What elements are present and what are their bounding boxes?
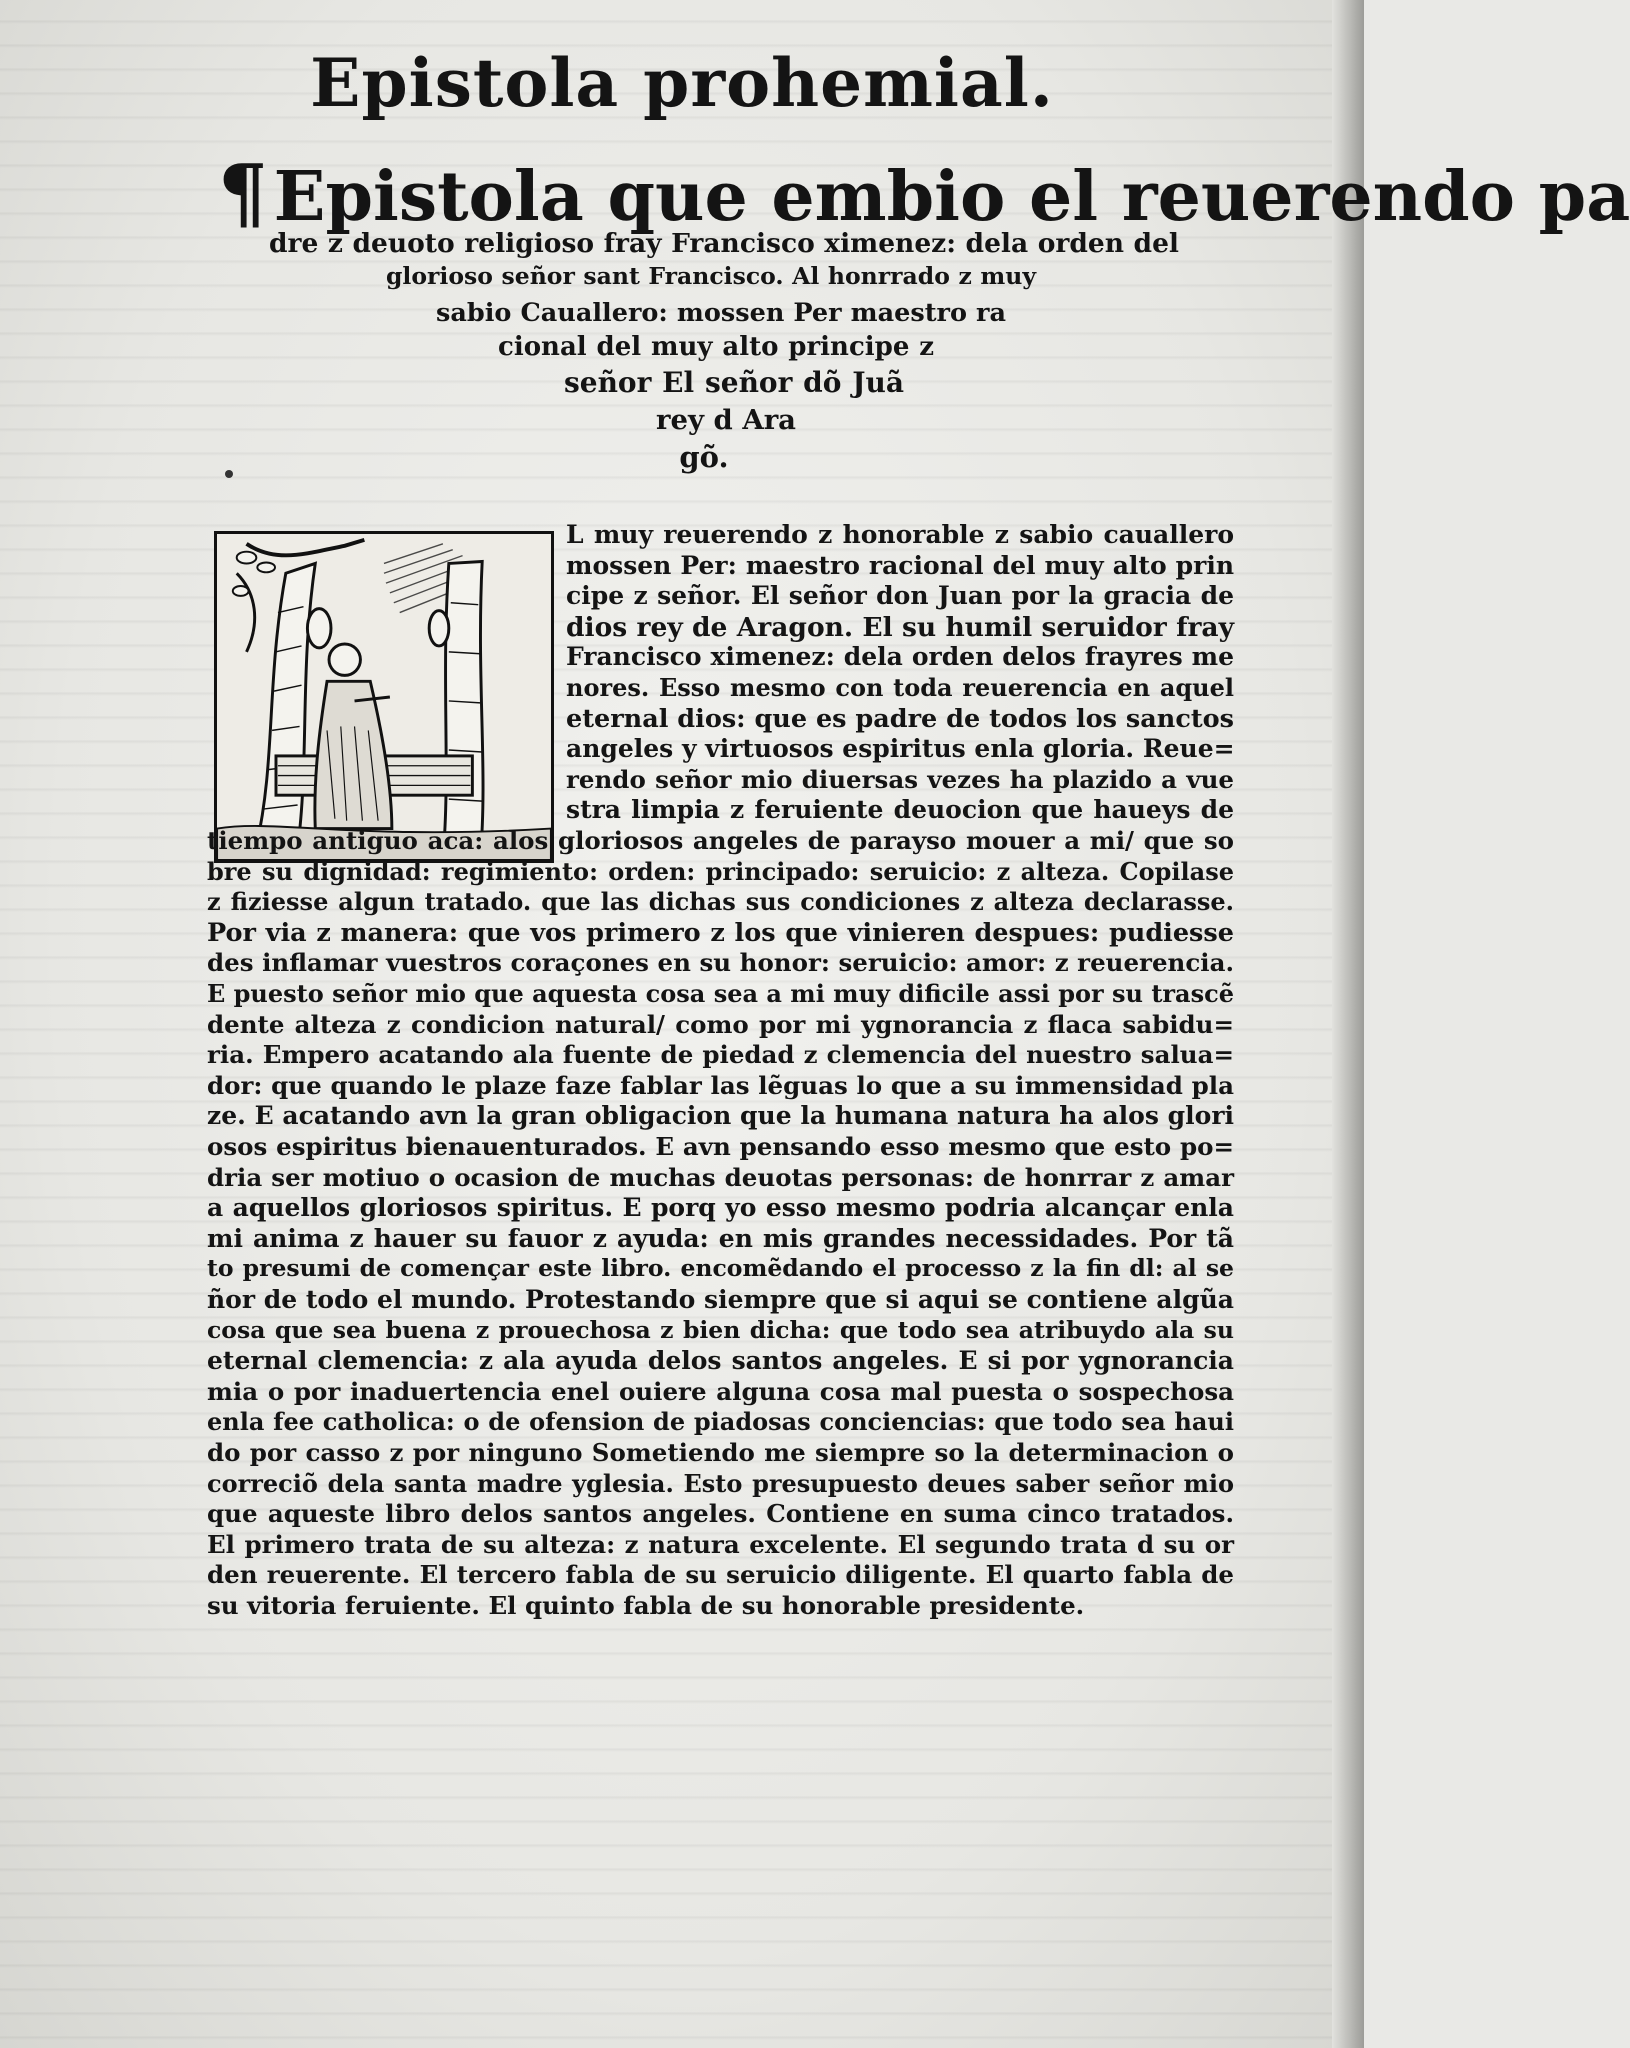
title-line-4: sabio Cauallero: mossen Per maestro ra bbox=[436, 298, 1006, 328]
body-line: nores. Esso mesmo con toda reuerencia en aquel bbox=[566, 673, 1234, 702]
body-line: mossen Per: maestro racional del muy alto prin bbox=[566, 550, 1234, 580]
running-head: Epistola prohemial. bbox=[310, 44, 1054, 122]
body-line: Por via z manera: que vos primero z los que vinieren despues: pudiesse bbox=[207, 917, 1234, 948]
body-line: su vitoria feruiente. El quinto fabla de su honorable presidente. bbox=[207, 1591, 1085, 1620]
body-line: do por casso z por ninguno Sometiendo me siempre so la determinacion o bbox=[207, 1438, 1234, 1467]
body-line: stra limpia z feruiente deuocion que haueys de bbox=[566, 795, 1234, 825]
woodcut-scene bbox=[217, 534, 551, 860]
body-line: cosa que sea buena z prouechosa z bien dicha: que todo sea atribuydo ala su bbox=[207, 1315, 1234, 1344]
title-line-8: gõ. bbox=[679, 440, 729, 474]
body-line: rendo señor mio diuersas vezes ha plazido a vue bbox=[566, 764, 1234, 794]
body-line: correciõ dela santa madre yglesia. Esto presupuesto deues saber señor mio bbox=[207, 1468, 1234, 1498]
body-line: osos espiritus bienauenturados. E avn pensando esso mesmo que esto po= bbox=[207, 1132, 1234, 1161]
body-line: eternal clemencia: z ala ayuda delos santos angeles. E si por ygnorancia bbox=[207, 1346, 1234, 1376]
body-line: mi anima z hauer su fauor z ayuda: en mis grandes necessidades. Por tã bbox=[207, 1223, 1234, 1253]
body-line: L muy reuerendo z honorable z sabio cauallero bbox=[566, 520, 1234, 549]
pilcrow-mark: ¶ bbox=[218, 148, 268, 239]
body-line: El primero trata de su alteza: z natura excelente. El segundo trata d su or bbox=[207, 1529, 1234, 1559]
body-line: a aquellos gloriosos spiritus. E porq yo esso mesmo podria alcançar enla bbox=[207, 1193, 1234, 1223]
body-line: angeles y virtuosos espiritus enla gloria. Reue= bbox=[566, 734, 1235, 764]
body-line: ria. Empero acatando ala fuente de piedad z clemencia del nuestro salua= bbox=[207, 1040, 1234, 1070]
title-line-1-text: Epistola que embio el reuerendo pa bbox=[273, 157, 1630, 237]
title-line-1 bbox=[218, 148, 1630, 239]
body-line: cipe z señor. El señor don Juan por la gracia de bbox=[566, 581, 1234, 611]
body-line: z fiziesse algun tratado. que las dichas sus condiciones z alteza declarasse. bbox=[207, 887, 1234, 917]
title-line-3: glorioso señor sant Francisco. Al honrrado z muy bbox=[386, 262, 1036, 290]
body-line: tiempo antiguo aca: alos gloriosos angeles de parayso mouer a mi/ que so bbox=[207, 826, 1234, 855]
body-line: des inflamar vuestros coraçones en su honor: seruicio: amor: z reuerencia. bbox=[207, 948, 1234, 978]
body-line: dria ser motiuo o ocasion de muchas deuotas personas: de honrrar z amar bbox=[207, 1162, 1234, 1192]
body-line: mia o por inaduertencia enel ouiere alguna cosa mal puesta o sospechosa bbox=[207, 1376, 1234, 1406]
body-line: Francisco ximenez: dela orden delos frayres me bbox=[566, 642, 1234, 672]
body-line: eternal dios: que es padre de todos los sanctos bbox=[566, 703, 1234, 734]
body-line: bre su dignidad: regimiento: orden: principado: seruicio: z alteza. Copilase bbox=[207, 856, 1234, 886]
body-line: ze. E acatando avn la gran obligacion que la humana natura ha alos glori bbox=[207, 1101, 1234, 1131]
body-line: E puesto señor mio que aquesta cosa sea a mi muy dificile assi por su trascẽ bbox=[207, 979, 1234, 1008]
title-line-7: rey d Ara bbox=[656, 404, 796, 436]
title-line-5: cional del muy alto principe z bbox=[498, 332, 934, 362]
title-line-2: dre z deuoto religioso fray Francisco ximenez: dela orden del bbox=[269, 228, 1179, 259]
ink-spot bbox=[225, 470, 233, 478]
body-line: que aqueste libro delos santos angeles. Contiene en suma cinco tratados. bbox=[207, 1499, 1234, 1529]
body-line: enla fee catholica: o de ofension de piadosas conciencias: que todo sea haui bbox=[207, 1407, 1234, 1437]
page-edge-shadow bbox=[1332, 0, 1364, 2048]
body-line: dor: que quando le plaze faze fablar las lẽguas lo que a su immensidad pla bbox=[207, 1070, 1234, 1100]
body-line: ñor de todo el mundo. Protestando siempre que si aqui se contiene algũa bbox=[207, 1285, 1234, 1314]
body-line: dios rey de Aragon. El su humil seruidor fray bbox=[566, 611, 1234, 643]
title-line-6: señor El señor dõ Juã bbox=[564, 366, 904, 399]
body-line: den reuerente. El tercero fabla de su seruicio diligente. El quarto fabla de bbox=[207, 1560, 1234, 1590]
body-line: to presumi de començar este libro. encomẽdando el processo z la fin dl: al se bbox=[207, 1254, 1234, 1283]
body-line: dente alteza z condicion natural/ como por mi ygnorancia z flaca sabidu= bbox=[207, 1009, 1234, 1039]
initial-woodcut-illustration bbox=[214, 531, 554, 863]
